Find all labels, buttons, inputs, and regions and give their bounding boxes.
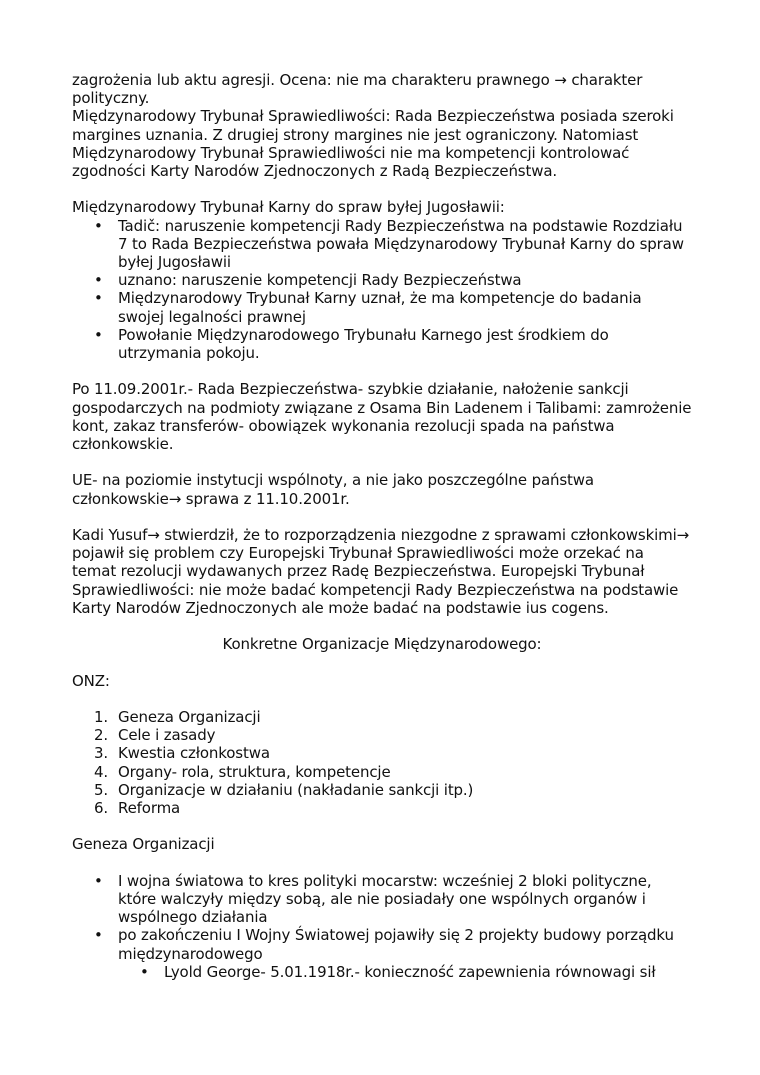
paragraph-ue: UE- na poziomie instytucji wspólnoty, a nie jako poszczególne państwa członkowskie→ sprawa z 11.10.2001r. bbox=[72, 471, 594, 508]
icty-heading: Międzynarodowy Trybunał Karny do spraw byłej Jugosławii: bbox=[72, 198, 505, 217]
geneza-sublist bbox=[72, 963, 692, 981]
list-item: 2. Cele i zasady bbox=[94, 726, 216, 745]
section-title: Konkretne Organizacje Międzynarodowego: bbox=[222, 635, 542, 654]
paragraph-kadi: Kadi Yusuf→ stwierdził, że to rozporządzenia niezgodne z sprawami członkowskimi→ pojawił się problem czy Europejski Trybunał Sprawiedliwości może orzekać na temat rezolucji wydawanych przez Radę Bezpieczeństwa. Europejski Trybunał Sprawiedliwości: nie może badać kompetencji Rady Bezpieczeństwa na podstawie Karty Narodów Zjednoczonych ale może badać na podstawie ius cogens. bbox=[72, 526, 690, 617]
list-item: • uznano: naruszenie kompetencji Rady Bezpieczeństwa bbox=[94, 271, 522, 290]
list-item: • Powołanie Międzynarodowego Trybunału Karnego jest środkiem do utrzymania pokoju. bbox=[94, 325, 609, 363]
list-item: • Międzynarodowy Trybunał Karny uznał, że ma kompetencje do badania swojej legalności prawnej bbox=[94, 289, 642, 326]
geneza-list bbox=[72, 872, 692, 963]
bullet-icon: • bbox=[140, 962, 149, 981]
geneza-heading: Geneza Organizacji bbox=[72, 835, 215, 854]
bullet-icon: • bbox=[94, 871, 103, 890]
onz-heading: ONZ: bbox=[72, 671, 110, 690]
list-item: • po zakończeniu I Wojny Światowej pojawiły się 2 projekty budowy porządku międzynarodowego bbox=[94, 926, 674, 963]
bullet-icon: • bbox=[94, 216, 103, 235]
list-item: • Tadič: naruszenie kompetencji Rady Bezpieczeństwa na podstawie Rozdziału 7 to Rada Bezpieczeństwa powała Międzynarodowy Trybunał Karny do spraw byłej Jugosławii bbox=[94, 216, 684, 272]
list-item: 1. Geneza Organizacji bbox=[94, 708, 261, 726]
bullet-icon: • bbox=[94, 926, 103, 945]
bullet-icon: • bbox=[94, 289, 103, 308]
bullet-icon: • bbox=[94, 271, 103, 290]
list-item: 6. Reforma bbox=[94, 799, 181, 818]
onz-list bbox=[72, 708, 692, 817]
list-item: • Lyold George- 5.01.1918r.- konieczność zapewnienia równowagi sił bbox=[140, 962, 656, 981]
list-item: 5. Organizacje w działaniu (nakładanie sankcji itp.) bbox=[94, 780, 474, 799]
paragraph-mts: Międzynarodowy Trybunał Sprawiedliwości: Rada Bezpieczeństwa posiada szeroki margines uznania. Z drugiej strony margines nie jest ograniczony. Natomiast Międzynarodowy Trybunał Sprawiedliwości nie ma kompetencji kontrolować zgodności Karty Narodów Zjednoczonych z Radą Bezpieczeństwa. bbox=[72, 107, 674, 181]
list-item: 3. Kwestia członkostwa bbox=[94, 744, 270, 763]
bullet-icon: • bbox=[94, 325, 103, 344]
document-page bbox=[72, 71, 692, 981]
paragraph-911: Po 11.09.2001r.- Rada Bezpieczeństwa- szybkie działanie, nałożenie sankcji gospodarczych na podmioty związane z Osama Bin Ladenem i Talibami: zamrożenie kont, zakaz transferów- obowiązek wykonania rezolucji spada na państwa członkowskie. bbox=[72, 380, 692, 454]
icty-list bbox=[72, 217, 692, 363]
list-item: 4. Organy- rola, struktura, kompetencje bbox=[94, 762, 391, 781]
list-item: • I wojna światowa to kres polityki mocarstw: wcześniej 2 bloki polityczne, które walczyły między sobą, ale nie posiadały one wspólnych organów i wspólnego działania bbox=[94, 871, 652, 927]
paragraph-agresja: zagrożenia lub aktu agresji. Ocena: nie ma charakteru prawnego → charakter polityczny. bbox=[72, 71, 643, 108]
